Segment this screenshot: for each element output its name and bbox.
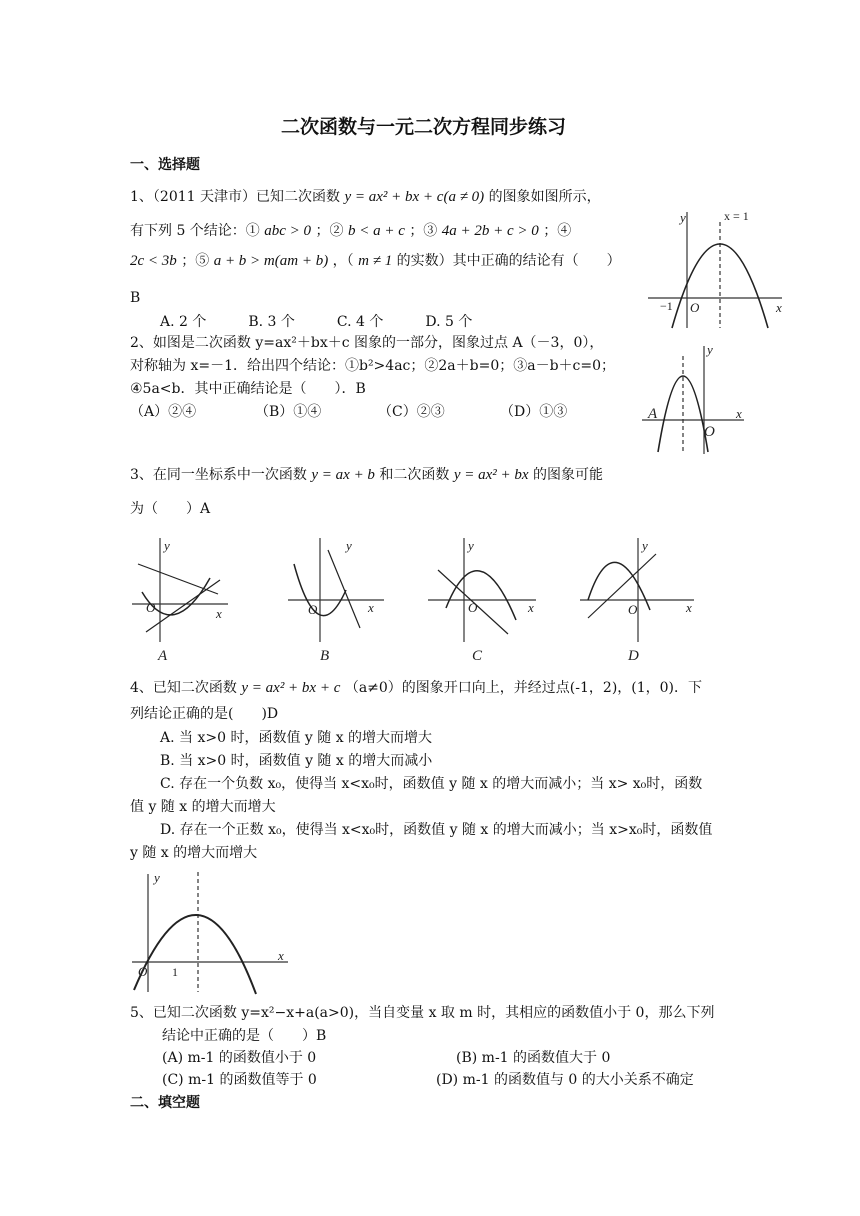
q2-line2: 对称轴为 x=－1．给出四个结论：①b²>4ac；②2a＋b=0；③a－b＋c=0；	[130, 358, 616, 374]
q4-option-d2: y 随 x 的增大而增大	[130, 845, 258, 861]
q3-figure-a	[128, 534, 238, 666]
x-label: x	[686, 600, 692, 615]
q1-formula: b < a + c	[347, 223, 405, 239]
origin-label: O	[146, 600, 156, 615]
q1-text: 1、（2011 天津市）已知二次函数	[130, 189, 340, 205]
q3-line2: 为（ ）A	[130, 501, 211, 517]
q2-option-d: （D）①③	[500, 404, 568, 420]
q2-option-c: （C）②③	[378, 404, 445, 420]
q4-line2: 列结论正确的是( )D	[130, 706, 279, 722]
y-label: y	[346, 538, 352, 553]
section-heading-choice: 一、选择题	[130, 157, 200, 173]
x-label: x	[528, 600, 534, 615]
q1-line3	[130, 252, 621, 270]
q5-option-d: (D) m-1 的函数值与 0 的大小关系不确定	[436, 1072, 694, 1088]
x-label: x	[278, 948, 284, 963]
q2-parabola-figure	[636, 340, 756, 458]
q5-option-a: (A) m-1 的函数值小于 0	[162, 1050, 317, 1066]
q4-option-a: A. 当 x>0 时，函数值 y 随 x 的增大而增大	[160, 730, 433, 746]
minus-one-label: −1	[660, 299, 673, 313]
origin-label: O	[468, 600, 478, 615]
x-label: x	[216, 606, 222, 621]
q3-formula: y = ax + b	[311, 467, 375, 483]
q2-line1: 2、如图是二次函数 y=ax²＋bx＋c 图象的一部分，图象过点 A（－3，0），	[130, 335, 604, 351]
q1-text: 的实数）其中正确的结论有（ ）	[396, 253, 621, 269]
q3-text: 和二次函数	[379, 467, 450, 483]
q4-option-b: B. 当 x>0 时，函数值 y 随 x 的增大而减小	[160, 753, 433, 769]
q1-text: ，（	[332, 253, 354, 269]
fig-caption: D	[628, 648, 639, 664]
q4-formula: y = ax² + bx + c	[241, 680, 341, 696]
q3-text: 3、在同一坐标系中一次函数	[130, 467, 307, 483]
q3-figure-c	[424, 534, 544, 666]
y-label: y	[680, 210, 686, 225]
q4-parabola-figure	[126, 866, 296, 996]
y-label: y	[164, 538, 170, 553]
q2-line3: ④5a<b．其中正确结论是（ ）．B	[130, 381, 366, 397]
q1-formula: m ≠ 1	[358, 253, 393, 269]
q1-parabola-figure	[640, 200, 790, 332]
q1-line1	[130, 188, 601, 206]
q4-text: 4、已知二次函数	[130, 680, 237, 696]
q1-text: ；⑤	[181, 253, 210, 269]
q1-text: ；④	[543, 223, 572, 239]
fig-caption: C	[472, 648, 483, 664]
q1-formula: 2c < 3b	[130, 253, 177, 269]
origin-label: O	[628, 602, 638, 617]
q1-formula: abc > 0	[264, 223, 312, 239]
fig-caption: B	[320, 648, 330, 664]
page-title: 二次函数与一元二次方程同步练习	[281, 116, 567, 138]
origin-label: O	[138, 964, 148, 979]
axis-label: x = 1	[724, 209, 749, 223]
parabola-curve	[134, 915, 256, 994]
fig-caption: A	[158, 648, 168, 664]
origin-label: O	[308, 602, 318, 617]
q1-formula: 4a + 2b + c > 0	[441, 223, 539, 239]
q5-line2: 结论中正确的是（ ）B	[162, 1028, 327, 1044]
x-label: x	[736, 406, 742, 421]
q1-formula: y = ax² + bx + c(a ≠ 0)	[344, 189, 485, 205]
q1-options: A. 2 个 B. 3 个 C. 4 个 D. 5 个	[160, 314, 473, 330]
q4-option-c2: 值 y 随 x 的增大而增大	[130, 799, 276, 815]
origin-label: O	[704, 424, 715, 440]
q1-text: 的图象如图所示，	[488, 189, 601, 205]
point-a-label: A	[648, 406, 658, 422]
q3-formula: y = ax² + bx	[453, 467, 529, 483]
one-label: 1	[172, 965, 178, 979]
q3-figure-d	[576, 534, 706, 666]
q1-text: 有下列 5 个结论：①	[130, 223, 260, 239]
x-label: x	[368, 600, 374, 615]
q1-answer: B	[130, 290, 141, 306]
q4-option-d1: D. 存在一个正数 x₀，使得当 x<x₀时，函数值 y 随 x 的增大而减小；当 x>x₀时，函数值	[160, 822, 713, 838]
y-label: y	[468, 538, 474, 553]
q2-option-a: （A）②④	[130, 404, 197, 420]
q4-line1	[130, 679, 702, 697]
q4-text: （a≠0）的图象开口向上，并经过点(-1，2)，(1，0)．下	[344, 680, 703, 696]
origin-label: O	[690, 300, 700, 315]
q5-option-b: (B) m-1 的函数值大于 0	[456, 1050, 611, 1066]
x-label: x	[776, 300, 782, 315]
q5-option-c: (C) m-1 的函数值等于 0	[162, 1072, 317, 1088]
section-heading-fill: 二、填空题	[130, 1095, 200, 1111]
q3-text: 的图象可能	[533, 467, 604, 483]
q4-option-c1: C. 存在一个负数 x₀，使得当 x<x₀时，函数值 y 随 x 的增大而减小；当 x> x₀时，函数	[160, 776, 703, 792]
q2-option-b: （B）①④	[255, 404, 322, 420]
q1-text: ；②	[315, 223, 344, 239]
q3-line1	[130, 466, 603, 484]
q3-figure-b	[284, 534, 394, 666]
y-label: y	[154, 870, 160, 885]
q1-text: ；③	[409, 223, 438, 239]
y-label: y	[642, 538, 648, 553]
q5-line1: 5、已知二次函数 y=x²−x+a(a>0)，当自变量 x 取 m 时，其相应的函数值小于 0，那么下列	[130, 1005, 715, 1021]
q1-line2	[130, 222, 571, 240]
q1-formula: a + b > m(am + b)	[213, 253, 329, 269]
y-label: y	[707, 342, 713, 357]
